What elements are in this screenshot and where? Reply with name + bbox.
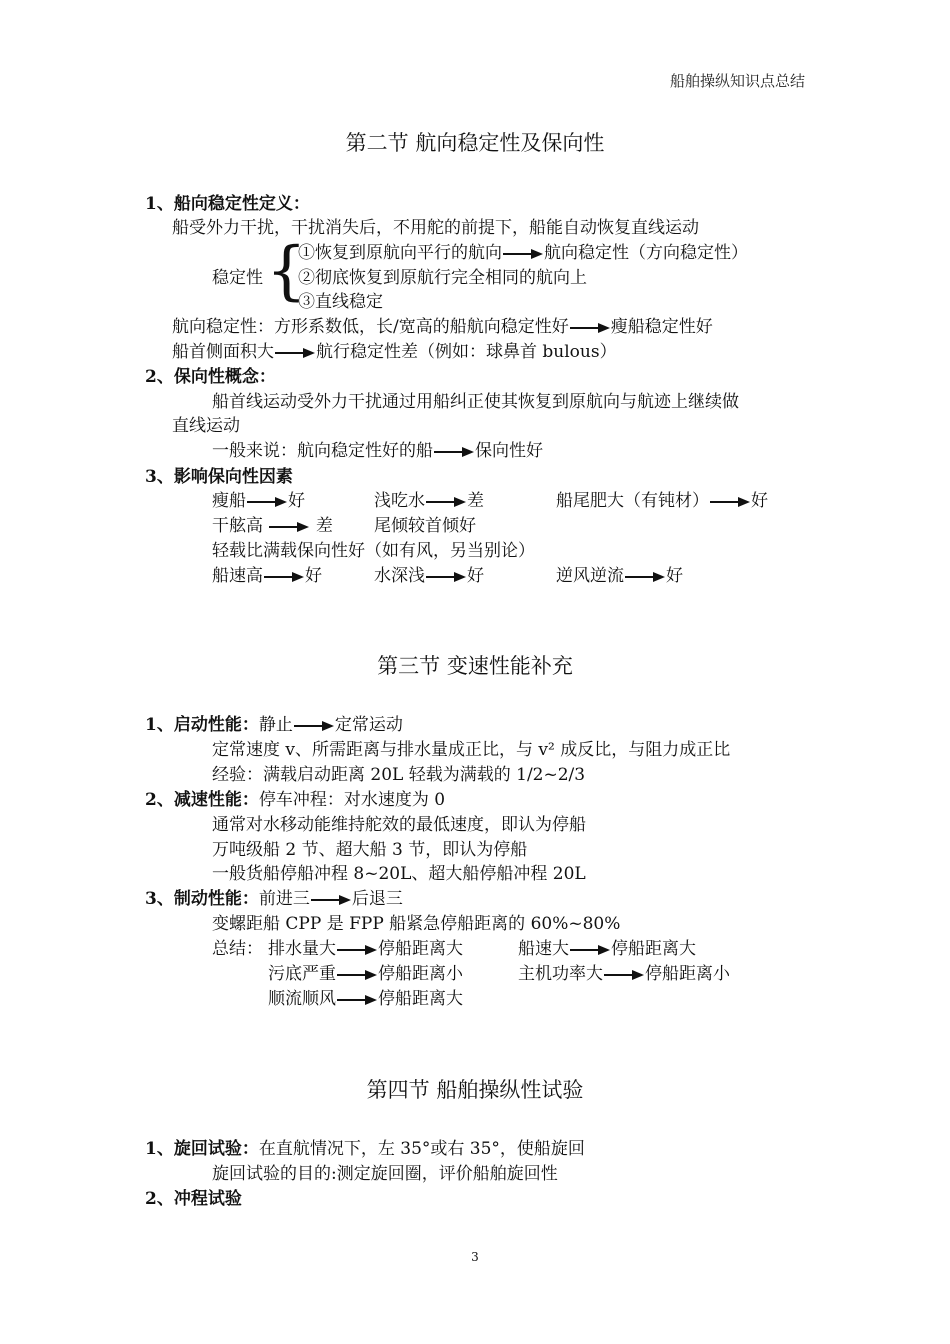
arrow-icon — [337, 969, 377, 981]
text: 差 — [467, 491, 484, 511]
text: 在直航情况下，左 35°或右 35°，使船旋回 — [258, 1139, 585, 1159]
paragraph — [172, 315, 713, 339]
arrow-icon — [503, 248, 543, 260]
factor-item — [212, 564, 322, 588]
text: 停车冲程：对水速度为 0 — [258, 790, 446, 810]
heading-line — [145, 713, 403, 737]
arrow-icon — [604, 969, 644, 981]
heading: 2、冲程试验 — [145, 1189, 242, 1209]
arrow-icon — [247, 496, 287, 508]
arrow-icon — [570, 944, 610, 956]
item-text: ①恢复到原航向平行的航向 — [298, 243, 502, 263]
text: 主机功率大 — [518, 964, 603, 984]
arrow-icon — [426, 571, 466, 583]
factor-item: 尾倾较首倾好 — [374, 516, 476, 536]
text: 停船距离大 — [611, 939, 696, 959]
text: 好 — [666, 566, 683, 586]
text: 后退三 — [351, 889, 403, 909]
heading: 3、制动性能： — [145, 889, 259, 909]
factor-item — [556, 564, 683, 588]
paragraph: 变螺距船 CPP 是 FPP 船紧急停船距离的 60%~80% — [212, 914, 621, 934]
paragraph: 经验：满载启动距离 20L 轻载为满载的 1/2~2/3 — [212, 765, 586, 785]
text: 停船距离小 — [378, 964, 463, 984]
factor-item — [374, 489, 484, 513]
factor-item: 轻载比满载保向性好（如有风，另当别论） — [212, 541, 535, 561]
paragraph — [212, 439, 543, 463]
text: 水深浅 — [374, 566, 425, 586]
text: 静止 — [258, 715, 293, 735]
text: 好 — [751, 491, 768, 511]
heading-line — [145, 1137, 585, 1161]
heading-line — [145, 788, 445, 812]
heading: 1、旋回试验： — [145, 1139, 259, 1159]
text: 浅吃水 — [374, 491, 425, 511]
heading: 2、保向性概念： — [145, 367, 276, 387]
arrow-icon — [625, 571, 665, 583]
heading: 1、船向稳定性定义： — [145, 194, 310, 214]
page-header: 船舶操纵知识点总结 — [669, 72, 805, 90]
section-title: 第三节 变速性能补充 — [377, 654, 573, 678]
paragraph: 定常速度 v、所需距离与排水量成正比，与 v² 成反比，与阻力成正比 — [212, 740, 731, 760]
paragraph — [172, 340, 617, 364]
text: 瘦船 — [212, 491, 246, 511]
text: 船速大 — [518, 939, 569, 959]
curly-brace-icon: { — [266, 234, 307, 308]
text: 好 — [288, 491, 305, 511]
stability-label: 稳定性 — [212, 268, 263, 288]
text: 前进三 — [258, 889, 310, 909]
text: 逆风逆流 — [556, 566, 624, 586]
paragraph: 旋回试验的目的:测定旋回圈，评价船舶旋回性 — [212, 1164, 558, 1184]
arrow-icon — [269, 521, 309, 533]
section-title: 第四节 船舶操纵性试验 — [366, 1078, 584, 1102]
text: 船首侧面积大 — [172, 342, 274, 362]
text: 停船距离小 — [645, 964, 730, 984]
text: 一般来说：航向稳定性好的船 — [212, 441, 433, 461]
heading: 3、影响保向性因素 — [145, 467, 293, 487]
text: 污底严重 — [268, 964, 336, 984]
factor-item — [212, 514, 333, 538]
paragraph: 船首线运动受外力干扰通过用船纠正使其恢复到原航向与航迹上继续做 — [212, 392, 739, 412]
arrow-icon — [434, 446, 474, 458]
paragraph: 一般货船停船冲程 8~20L、超大船停船冲程 20L — [212, 864, 586, 884]
page-number: 3 — [471, 1250, 479, 1264]
list-item: ③直线稳定 — [298, 292, 383, 312]
paragraph: 万吨级船 2 节、超大船 3 节，即认为停船 — [212, 840, 528, 860]
paragraph: 通常对水移动能维持舵效的最低速度，即认为停船 — [212, 815, 586, 835]
arrow-icon — [337, 944, 377, 956]
text: 保向性好 — [475, 441, 543, 461]
arrow-icon — [337, 994, 377, 1006]
text: 干舷高 — [212, 516, 263, 536]
arrow-icon — [294, 720, 334, 732]
summary-item — [268, 987, 463, 1011]
text: 好 — [305, 566, 322, 586]
factor-item — [374, 564, 484, 588]
arrow-icon — [570, 322, 610, 334]
factor-item — [212, 489, 305, 513]
summary-label: 总结： — [212, 939, 263, 959]
factor-item — [556, 489, 768, 513]
text: 差 — [315, 516, 333, 536]
heading: 2、减速性能： — [145, 790, 259, 810]
text: 顺流顺风 — [268, 989, 336, 1009]
text: 瘦船稳定性好 — [610, 317, 713, 337]
paragraph: 船受外力干扰，干扰消失后，不用舵的前提下，船能自动恢复直线运动 — [172, 218, 699, 238]
text: 航行稳定性差（例如：球鼻首 bulous） — [316, 342, 617, 362]
text: 停船距离大 — [378, 989, 463, 1009]
item-text: 航向稳定性（方向稳定性） — [544, 243, 748, 263]
arrow-icon — [275, 347, 315, 359]
arrow-icon — [426, 496, 466, 508]
list-item: ②彻底恢复到原航行完全相同的航向上 — [298, 268, 587, 288]
text: 好 — [467, 566, 484, 586]
text: 船速高 — [212, 566, 263, 586]
heading-line — [145, 887, 403, 911]
text: 排水量大 — [268, 939, 336, 959]
text: 定常运动 — [334, 715, 403, 735]
section-title: 第二节 航向稳定性及保向性 — [345, 131, 605, 155]
summary-item — [518, 937, 696, 961]
text: 停船距离大 — [378, 939, 463, 959]
paragraph: 直线运动 — [172, 416, 240, 436]
arrow-icon — [710, 496, 750, 508]
text: 船尾肥大（有钝材） — [556, 491, 709, 511]
list-item — [298, 241, 748, 265]
text: 航向稳定性：方形系数低，长/宽高的船航向稳定性好 — [172, 317, 569, 337]
arrow-icon — [264, 571, 304, 583]
heading: 1、启动性能： — [145, 715, 259, 735]
summary-item — [268, 937, 463, 961]
summary-item — [268, 962, 463, 986]
arrow-icon — [311, 894, 351, 906]
summary-item — [518, 962, 730, 986]
